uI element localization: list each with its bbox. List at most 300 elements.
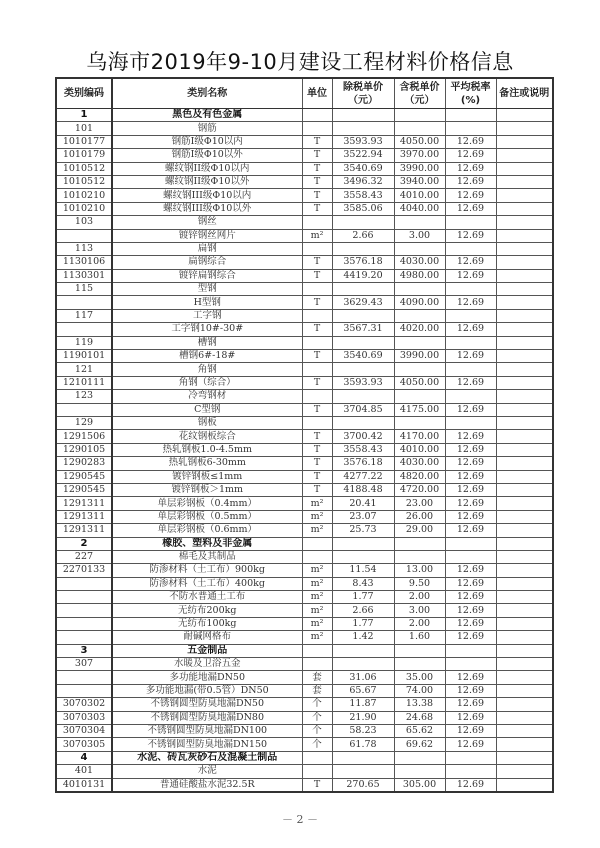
cell-tax-rate: 12.69 bbox=[445, 738, 496, 751]
table-row bbox=[56, 256, 553, 269]
cell-name: 槽钢6#-18# bbox=[112, 350, 302, 363]
cell-price-inc-tax: 4175.00 bbox=[394, 403, 445, 416]
cell-code bbox=[56, 617, 112, 630]
cell-tax-rate: 12.69 bbox=[445, 135, 496, 148]
cell-unit bbox=[302, 309, 332, 322]
cell-price-inc-tax: 2.00 bbox=[394, 591, 445, 604]
cell-price-inc-tax: 3940.00 bbox=[394, 175, 445, 188]
category-row bbox=[56, 644, 553, 657]
cell-name: 不锈钢圆型防臭地漏DN50 bbox=[112, 698, 302, 711]
cell-unit: T bbox=[302, 202, 332, 215]
cell-price-ex-tax: 31.06 bbox=[332, 671, 394, 684]
cell-code: 129 bbox=[56, 416, 112, 429]
cell-price-inc-tax bbox=[394, 242, 445, 255]
cell-price-inc-tax: 4720.00 bbox=[394, 483, 445, 496]
cell-price-ex-tax: 3576.18 bbox=[332, 256, 394, 269]
cell-name: 防渗材料（土工布）900kg bbox=[112, 564, 302, 577]
cell-unit: T bbox=[302, 443, 332, 456]
cell-unit: T bbox=[302, 256, 332, 269]
cell-name: 无纺布200kg bbox=[112, 604, 302, 617]
cell-name: 单层彩钢板（0.6mm） bbox=[112, 524, 302, 537]
cell-price-inc-tax bbox=[394, 537, 445, 550]
cell-remarks bbox=[496, 604, 553, 617]
cell-tax-rate: 12.69 bbox=[445, 671, 496, 684]
cell-remarks bbox=[496, 323, 553, 336]
table-row bbox=[56, 684, 553, 697]
cell-remarks bbox=[496, 537, 553, 550]
cell-code: 1010512 bbox=[56, 162, 112, 175]
cell-tax-rate bbox=[445, 309, 496, 322]
header-price-inc-tax-line2: （元） bbox=[404, 94, 435, 106]
cell-tax-rate bbox=[445, 122, 496, 135]
header-price-ex-tax bbox=[332, 78, 394, 109]
cell-name: 热轧钢板6-30mm bbox=[112, 457, 302, 470]
subcategory-row bbox=[56, 658, 553, 671]
cell-remarks bbox=[496, 109, 553, 122]
header-price-ex-tax-line2: （元） bbox=[348, 94, 378, 106]
table-row bbox=[56, 671, 553, 684]
cell-price-inc-tax: 4170.00 bbox=[394, 430, 445, 443]
subcategory-row bbox=[56, 363, 553, 376]
cell-price-inc-tax bbox=[394, 363, 445, 376]
cell-remarks bbox=[496, 296, 553, 309]
cell-remarks bbox=[496, 416, 553, 429]
cell-remarks bbox=[496, 751, 553, 764]
cell-price-ex-tax: 11.87 bbox=[332, 698, 394, 711]
cell-price-ex-tax: 3540.69 bbox=[332, 350, 394, 363]
cell-name: 扁钢 bbox=[112, 242, 302, 255]
cell-code: 3070303 bbox=[56, 711, 112, 724]
cell-price-ex-tax bbox=[332, 363, 394, 376]
cell-tax-rate: 12.69 bbox=[445, 350, 496, 363]
cell-tax-rate bbox=[445, 336, 496, 349]
table-row bbox=[56, 350, 553, 363]
cell-remarks bbox=[496, 564, 553, 577]
cell-name: 槽钢 bbox=[112, 336, 302, 349]
cell-price-inc-tax: 305.00 bbox=[394, 778, 445, 792]
cell-price-ex-tax: 2.66 bbox=[332, 604, 394, 617]
subcategory-row bbox=[56, 283, 553, 296]
cell-price-ex-tax: 25.73 bbox=[332, 524, 394, 537]
cell-price-ex-tax: 23.07 bbox=[332, 510, 394, 523]
header-tax-rate bbox=[445, 78, 496, 109]
cell-price-ex-tax: 3593.93 bbox=[332, 376, 394, 389]
cell-unit bbox=[302, 644, 332, 657]
cell-tax-rate: 12.69 bbox=[445, 591, 496, 604]
cell-unit: 个 bbox=[302, 738, 332, 751]
cell-name: 单层彩钢板（0.4mm） bbox=[112, 497, 302, 510]
cell-price-ex-tax: 1.77 bbox=[332, 591, 394, 604]
header-tax-rate-line2: (%) bbox=[460, 94, 481, 106]
cell-unit: T bbox=[302, 135, 332, 148]
cell-name: 螺纹钢II级Φ10以外 bbox=[112, 175, 302, 188]
cell-price-ex-tax: 270.65 bbox=[332, 778, 394, 792]
cell-tax-rate: 12.69 bbox=[445, 483, 496, 496]
cell-code: 1291311 bbox=[56, 510, 112, 523]
cell-price-inc-tax: 24.68 bbox=[394, 711, 445, 724]
table-row bbox=[56, 403, 553, 416]
cell-name: 防渗材料（土工布）400kg bbox=[112, 577, 302, 590]
cell-remarks bbox=[496, 350, 553, 363]
header-tax-rate-line1: 平均税率 bbox=[450, 81, 491, 93]
cell-price-ex-tax: 1.42 bbox=[332, 631, 394, 644]
cell-tax-rate: 12.69 bbox=[445, 778, 496, 792]
table-row bbox=[56, 617, 553, 630]
cell-remarks bbox=[496, 457, 553, 470]
cell-name: 螺纹钢II级Φ10以内 bbox=[112, 162, 302, 175]
cell-code: 1291311 bbox=[56, 497, 112, 510]
cell-remarks bbox=[496, 577, 553, 590]
cell-name: 螺纹钢III级Φ10以内 bbox=[112, 189, 302, 202]
cell-price-ex-tax bbox=[332, 122, 394, 135]
cell-price-inc-tax bbox=[394, 658, 445, 671]
cell-unit: T bbox=[302, 457, 332, 470]
table-row bbox=[56, 296, 553, 309]
cell-price-ex-tax: 3540.69 bbox=[332, 162, 394, 175]
cell-price-ex-tax: 4188.48 bbox=[332, 483, 394, 496]
cell-unit bbox=[302, 765, 332, 778]
cell-code: 4010131 bbox=[56, 778, 112, 792]
cell-remarks bbox=[496, 684, 553, 697]
cell-name: 橡胶、塑料及非金属 bbox=[112, 537, 302, 550]
cell-price-inc-tax bbox=[394, 309, 445, 322]
cell-code: 2 bbox=[56, 537, 112, 550]
subcategory-row bbox=[56, 216, 553, 229]
cell-tax-rate: 12.69 bbox=[445, 149, 496, 162]
cell-remarks bbox=[496, 497, 553, 510]
cell-unit: T bbox=[302, 376, 332, 389]
table-row bbox=[56, 269, 553, 282]
table-row bbox=[56, 510, 553, 523]
cell-price-ex-tax bbox=[332, 550, 394, 563]
cell-unit: m² bbox=[302, 510, 332, 523]
cell-tax-rate: 12.69 bbox=[445, 510, 496, 523]
cell-price-ex-tax bbox=[332, 765, 394, 778]
cell-price-ex-tax: 21.90 bbox=[332, 711, 394, 724]
cell-code: 1130301 bbox=[56, 269, 112, 282]
cell-unit: T bbox=[302, 778, 332, 792]
cell-tax-rate: 12.69 bbox=[445, 604, 496, 617]
cell-tax-rate: 12.69 bbox=[445, 470, 496, 483]
cell-code: 1290283 bbox=[56, 457, 112, 470]
cell-code: 401 bbox=[56, 765, 112, 778]
cell-name: 棉毛及其制品 bbox=[112, 550, 302, 563]
cell-unit: m² bbox=[302, 617, 332, 630]
cell-tax-rate: 12.69 bbox=[445, 269, 496, 282]
header-price-inc-tax bbox=[394, 78, 445, 109]
cell-price-inc-tax: 4030.00 bbox=[394, 457, 445, 470]
cell-remarks bbox=[496, 216, 553, 229]
cell-tax-rate bbox=[445, 242, 496, 255]
cell-price-ex-tax bbox=[332, 242, 394, 255]
cell-code: 3070305 bbox=[56, 738, 112, 751]
cell-price-inc-tax: 4090.00 bbox=[394, 296, 445, 309]
cell-code: 4 bbox=[56, 751, 112, 764]
cell-name: 不防水普通土工布 bbox=[112, 591, 302, 604]
table-row bbox=[56, 711, 553, 724]
cell-price-ex-tax: 3558.43 bbox=[332, 443, 394, 456]
cell-name: 角钢 bbox=[112, 363, 302, 376]
cell-tax-rate: 12.69 bbox=[445, 256, 496, 269]
cell-unit: m² bbox=[302, 591, 332, 604]
cell-price-inc-tax bbox=[394, 216, 445, 229]
cell-name: 扁钢综合 bbox=[112, 256, 302, 269]
table-row bbox=[56, 162, 553, 175]
cell-unit: T bbox=[302, 175, 332, 188]
cell-unit: 套 bbox=[302, 671, 332, 684]
cell-price-ex-tax: 58.23 bbox=[332, 724, 394, 737]
cell-name: 冷弯钢材 bbox=[112, 390, 302, 403]
cell-unit: T bbox=[302, 403, 332, 416]
cell-name: C型钢 bbox=[112, 403, 302, 416]
cell-price-inc-tax: 3990.00 bbox=[394, 350, 445, 363]
table-row bbox=[56, 470, 553, 483]
cell-code bbox=[56, 577, 112, 590]
cell-code: 1130106 bbox=[56, 256, 112, 269]
cell-code bbox=[56, 631, 112, 644]
cell-price-ex-tax: 4277.22 bbox=[332, 470, 394, 483]
cell-name: 黑色及有色金属 bbox=[112, 109, 302, 122]
cell-price-ex-tax: 8.43 bbox=[332, 577, 394, 590]
cell-name: 不锈钢圆型防臭地漏DN100 bbox=[112, 724, 302, 737]
cell-code: 3 bbox=[56, 644, 112, 657]
subcategory-row bbox=[56, 390, 553, 403]
cell-unit: m² bbox=[302, 604, 332, 617]
cell-remarks bbox=[496, 403, 553, 416]
cell-tax-rate bbox=[445, 216, 496, 229]
cell-price-inc-tax: 3990.00 bbox=[394, 162, 445, 175]
cell-price-ex-tax bbox=[332, 751, 394, 764]
cell-price-ex-tax: 4419.20 bbox=[332, 269, 394, 282]
table-row bbox=[56, 577, 553, 590]
cell-name: 角钢（综合） bbox=[112, 376, 302, 389]
cell-remarks bbox=[496, 135, 553, 148]
cell-remarks bbox=[496, 631, 553, 644]
cell-code bbox=[56, 403, 112, 416]
cell-price-ex-tax: 65.67 bbox=[332, 684, 394, 697]
table-row bbox=[56, 738, 553, 751]
cell-price-inc-tax: 3970.00 bbox=[394, 149, 445, 162]
cell-code: 2270133 bbox=[56, 564, 112, 577]
header-unit: 单位 bbox=[302, 78, 332, 109]
cell-remarks bbox=[496, 202, 553, 215]
cell-price-ex-tax: 3576.18 bbox=[332, 457, 394, 470]
cell-code: 227 bbox=[56, 550, 112, 563]
cell-price-inc-tax bbox=[394, 390, 445, 403]
cell-remarks bbox=[496, 162, 553, 175]
cell-price-inc-tax: 13.38 bbox=[394, 698, 445, 711]
cell-remarks bbox=[496, 778, 553, 792]
cell-price-ex-tax bbox=[332, 644, 394, 657]
cell-remarks bbox=[496, 363, 553, 376]
cell-price-ex-tax bbox=[332, 416, 394, 429]
cell-name: 无纺布100kg bbox=[112, 617, 302, 630]
cell-price-ex-tax bbox=[332, 109, 394, 122]
cell-name: 多功能地漏DN50 bbox=[112, 671, 302, 684]
cell-unit bbox=[302, 537, 332, 550]
cell-price-inc-tax: 4030.00 bbox=[394, 256, 445, 269]
category-row bbox=[56, 537, 553, 550]
cell-code: 1190101 bbox=[56, 350, 112, 363]
header-code: 类别编码 bbox=[56, 78, 112, 109]
cell-unit bbox=[302, 658, 332, 671]
cell-name: 不锈钢圆型防臭地漏DN150 bbox=[112, 738, 302, 751]
cell-remarks bbox=[496, 242, 553, 255]
table-row bbox=[56, 443, 553, 456]
cell-unit bbox=[302, 390, 332, 403]
cell-code bbox=[56, 671, 112, 684]
cell-code bbox=[56, 229, 112, 242]
cell-remarks bbox=[496, 765, 553, 778]
subcategory-row bbox=[56, 550, 553, 563]
cell-code bbox=[56, 604, 112, 617]
cell-remarks bbox=[496, 470, 553, 483]
cell-remarks bbox=[496, 229, 553, 242]
cell-name: 普通硅酸盐水泥32.5R bbox=[112, 778, 302, 792]
table-row bbox=[56, 149, 553, 162]
category-row bbox=[56, 751, 553, 764]
table-row bbox=[56, 229, 553, 242]
cell-price-inc-tax: 4020.00 bbox=[394, 323, 445, 336]
cell-name: 工字钢 bbox=[112, 309, 302, 322]
cell-name: 多功能地漏(带0.5管）DN50 bbox=[112, 684, 302, 697]
cell-price-ex-tax: 3629.43 bbox=[332, 296, 394, 309]
cell-price-ex-tax: 20.41 bbox=[332, 497, 394, 510]
table-row bbox=[56, 376, 553, 389]
cell-code: 1010210 bbox=[56, 202, 112, 215]
cell-tax-rate: 12.69 bbox=[445, 202, 496, 215]
cell-price-ex-tax: 3558.43 bbox=[332, 189, 394, 202]
table-row bbox=[56, 430, 553, 443]
cell-code bbox=[56, 684, 112, 697]
cell-tax-rate bbox=[445, 658, 496, 671]
cell-tax-rate: 12.69 bbox=[445, 684, 496, 697]
cell-remarks bbox=[496, 430, 553, 443]
cell-price-inc-tax: 69.62 bbox=[394, 738, 445, 751]
cell-tax-rate: 12.69 bbox=[445, 376, 496, 389]
table-row bbox=[56, 175, 553, 188]
table-row bbox=[56, 483, 553, 496]
cell-remarks bbox=[496, 256, 553, 269]
table-row bbox=[56, 135, 553, 148]
cell-unit bbox=[302, 416, 332, 429]
cell-name: 钢筋I级Φ10以内 bbox=[112, 135, 302, 148]
table-row bbox=[56, 698, 553, 711]
cell-tax-rate: 12.69 bbox=[445, 724, 496, 737]
cell-tax-rate bbox=[445, 109, 496, 122]
cell-code: 117 bbox=[56, 309, 112, 322]
cell-price-inc-tax: 9.50 bbox=[394, 577, 445, 590]
cell-code: 1290545 bbox=[56, 470, 112, 483]
cell-price-inc-tax: 4040.00 bbox=[394, 202, 445, 215]
table-row bbox=[56, 497, 553, 510]
cell-name: 螺纹钢III级Φ10以外 bbox=[112, 202, 302, 215]
cell-tax-rate: 12.69 bbox=[445, 296, 496, 309]
cell-name: 水泥 bbox=[112, 765, 302, 778]
cell-unit: m² bbox=[302, 497, 332, 510]
subcategory-row bbox=[56, 336, 553, 349]
cell-tax-rate: 12.69 bbox=[445, 189, 496, 202]
cell-name: 镀锌钢板≤1mm bbox=[112, 470, 302, 483]
cell-price-inc-tax: 4010.00 bbox=[394, 443, 445, 456]
cell-name: 工字钢10#-30# bbox=[112, 323, 302, 336]
cell-price-ex-tax: 1.77 bbox=[332, 617, 394, 630]
cell-price-inc-tax: 23.00 bbox=[394, 497, 445, 510]
cell-code: 119 bbox=[56, 336, 112, 349]
cell-unit: T bbox=[302, 162, 332, 175]
cell-price-inc-tax bbox=[394, 283, 445, 296]
cell-unit: T bbox=[302, 483, 332, 496]
cell-code: 1010210 bbox=[56, 189, 112, 202]
header-price-inc-tax-line1: 含税单价 bbox=[399, 81, 440, 93]
cell-remarks bbox=[496, 510, 553, 523]
table-row bbox=[56, 778, 553, 792]
cell-price-ex-tax bbox=[332, 390, 394, 403]
cell-code: 3070302 bbox=[56, 698, 112, 711]
cell-code: 123 bbox=[56, 390, 112, 403]
cell-price-inc-tax bbox=[394, 109, 445, 122]
cell-name: 单层彩钢板（0.5mm） bbox=[112, 510, 302, 523]
table-row bbox=[56, 524, 553, 537]
cell-unit bbox=[302, 122, 332, 135]
page-number: － 2 － bbox=[282, 813, 318, 826]
cell-remarks bbox=[496, 309, 553, 322]
cell-price-inc-tax: 3.00 bbox=[394, 229, 445, 242]
cell-remarks bbox=[496, 698, 553, 711]
cell-price-ex-tax bbox=[332, 336, 394, 349]
cell-code: 103 bbox=[56, 216, 112, 229]
cell-remarks bbox=[496, 524, 553, 537]
cell-remarks bbox=[496, 122, 553, 135]
cell-remarks bbox=[496, 443, 553, 456]
cell-code: 1210111 bbox=[56, 376, 112, 389]
cell-tax-rate bbox=[445, 537, 496, 550]
cell-price-inc-tax: 26.00 bbox=[394, 510, 445, 523]
cell-tax-rate bbox=[445, 363, 496, 376]
subcategory-row bbox=[56, 765, 553, 778]
cell-price-ex-tax bbox=[332, 309, 394, 322]
cell-tax-rate: 12.69 bbox=[445, 229, 496, 242]
cell-tax-rate: 12.69 bbox=[445, 631, 496, 644]
cell-name: 五金制品 bbox=[112, 644, 302, 657]
cell-price-ex-tax: 11.54 bbox=[332, 564, 394, 577]
cell-unit bbox=[302, 109, 332, 122]
cell-remarks bbox=[496, 336, 553, 349]
header-remarks: 备注或说明 bbox=[496, 78, 553, 109]
cell-unit: T bbox=[302, 296, 332, 309]
cell-price-ex-tax: 2.66 bbox=[332, 229, 394, 242]
cell-unit: T bbox=[302, 189, 332, 202]
cell-tax-rate bbox=[445, 283, 496, 296]
cell-tax-rate: 12.69 bbox=[445, 175, 496, 188]
cell-unit: 个 bbox=[302, 711, 332, 724]
cell-name: 水暖及卫浴五金 bbox=[112, 658, 302, 671]
cell-unit: T bbox=[302, 323, 332, 336]
cell-code: 113 bbox=[56, 242, 112, 255]
cell-price-ex-tax: 3704.85 bbox=[332, 403, 394, 416]
cell-price-inc-tax bbox=[394, 765, 445, 778]
cell-price-inc-tax: 4050.00 bbox=[394, 376, 445, 389]
cell-price-ex-tax bbox=[332, 658, 394, 671]
cell-tax-rate: 12.69 bbox=[445, 403, 496, 416]
cell-remarks bbox=[496, 724, 553, 737]
cell-tax-rate: 12.69 bbox=[445, 162, 496, 175]
cell-remarks bbox=[496, 283, 553, 296]
cell-tax-rate: 12.69 bbox=[445, 457, 496, 470]
cell-price-inc-tax bbox=[394, 336, 445, 349]
cell-code: 307 bbox=[56, 658, 112, 671]
cell-code: 1010177 bbox=[56, 135, 112, 148]
